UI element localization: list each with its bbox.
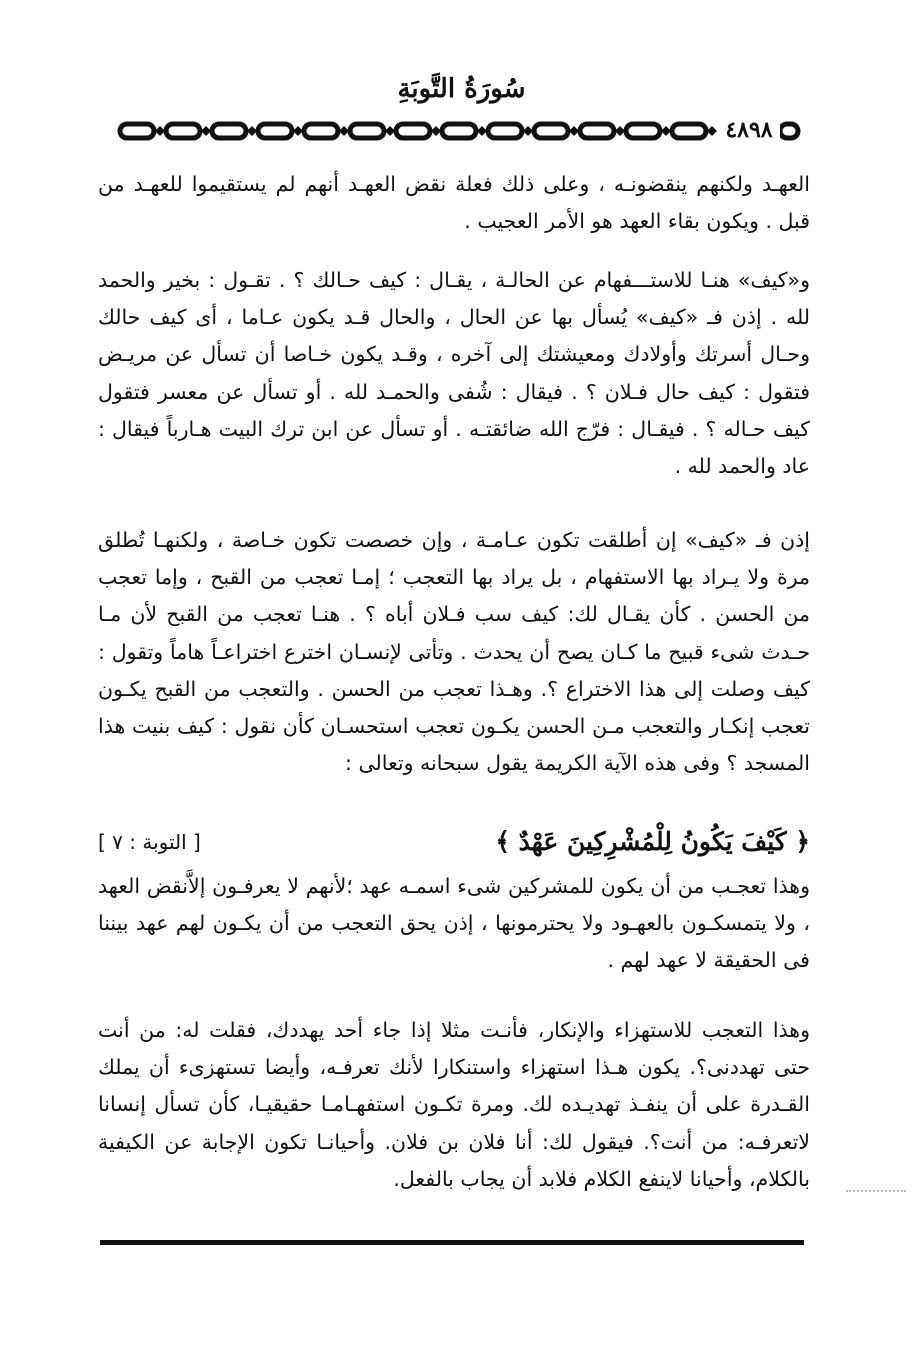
quran-verse (98, 820, 810, 864)
paragraph-text: وهذا التعجب للاستهزاء والإنكار، فأنـت مثلا إذا جاء أحد يهددك، فقلت له: من أنت حتى تهددنى؟. يكون هـذا استهزاء واستنكارا لأنك تعرفـه، وأيضا تستهزىء أن يملك القـدرة على أن ينفـذ تهديـده لك. ومرة تكـون استفهـامـا حقيقيـا، كأن تسأل إنسانا لاتعرفـه: من أنت؟. فيقول لك: أنا فلان بن فلان. وأحيانـا تكون الإجابة عن الكيفية بالكلام، وأحيانا لاينفع الكلام فلابد أن يجاب بالفعل. (98, 1018, 810, 1191)
paragraph-text: وهذا تعجـب من أن يكون للمشركين شىء اسمـه عهد ؛لأنهم لا يعرفـون إلاَّنقض العهد ، ولا يتمسكـون بالعهـود ولا يحترمونها ، إذن يحق التعجب من أن يكـون لهم عهد بيننا فى الحقيقة لا عهد لهم . (98, 874, 810, 973)
paragraph-1 (98, 166, 810, 240)
paragraph-5 (98, 1012, 810, 1198)
paragraph-4 (98, 868, 810, 980)
paragraph-text: إذن فـ «كيف» إن أطلقت تكون عـامـة ، وإن خصصت تكون خـاصة ، ولكنهـا تُطلق مرة ولا يـراد بها الاستفهام ، بل يراد بها التعجب ؛ إمـا تعجب من القبح ، وإما تعجب من الحسن . كأن يقـال لك: كيف سب فـلان أباه ؟ . هنـا تعجب من القبح لأن مـا حـدث شىء قبيح ما كـان يصح أن يحدث . وتأتى لإنسـان اخترع اختراعـاً هاماً وتقول : كيف وصلت إلى هذا الاختراع ؟. وهـذا تعجب من الحسن . والتعجب من القبح يكـون تعجب إنكـار والتعجب مـن الحسن يكـون تعجب استحسـان كأن نقول : كيف بنيت هذا المسجد ؟ وفى هذه الآية الكريمة يقول سبحانه وتعالى : (98, 528, 810, 776)
verse-reference: [ التوبة : ٧ ] (98, 830, 201, 854)
paragraph-text: العهـد ولكنهم ينقضونـه ، وعلى ذلك فعلة نقض العهـد أنهم لم يستقيموا للعهـد من قبل . ويكون بقاء العهد هو الأمر العجيب . (98, 172, 810, 234)
paragraph-text: و«كيف» هنـا للاستـــفهام عن الحالـة ، يقـال : كيف حـالك ؟ . تقـول : بخير والحمد لله . إذن فـ «كيف» يُسأل بها عن الحال ، والحال قـد يكون عـاما ، أى كيف حالك وحـال أسرتك وأولادك ومعيشتك إلى آخره ، وقـد يكون خـاصا أن تسأل عن مريـض فتقول : كيف حال فـلان ؟ . فيقال : شُفى والحمـد لله . أو تسأل عن معسر فتقول كيف حـاله ؟ . فيقـال : فرّج الله ضائقتـه . أو تسأل عن ابن ترك البيت هـارباً فيقال : عاد والحمد لله . (98, 268, 810, 479)
decorative-chain-border (100, 114, 806, 148)
margin-mark (846, 1190, 906, 1194)
surah-title: سُورَةُ التَّوبَةِ (397, 74, 526, 104)
verse-text: ﴿ كَيْفَ يَكُونُ لِلْمُشْرِكِينَ عَهْدٌ ﴾ (495, 827, 810, 856)
paragraph-2 (98, 262, 810, 485)
footer-rule (100, 1240, 804, 1245)
paragraph-3 (98, 522, 810, 782)
page-number: ٤٨٩٨ (718, 116, 780, 144)
